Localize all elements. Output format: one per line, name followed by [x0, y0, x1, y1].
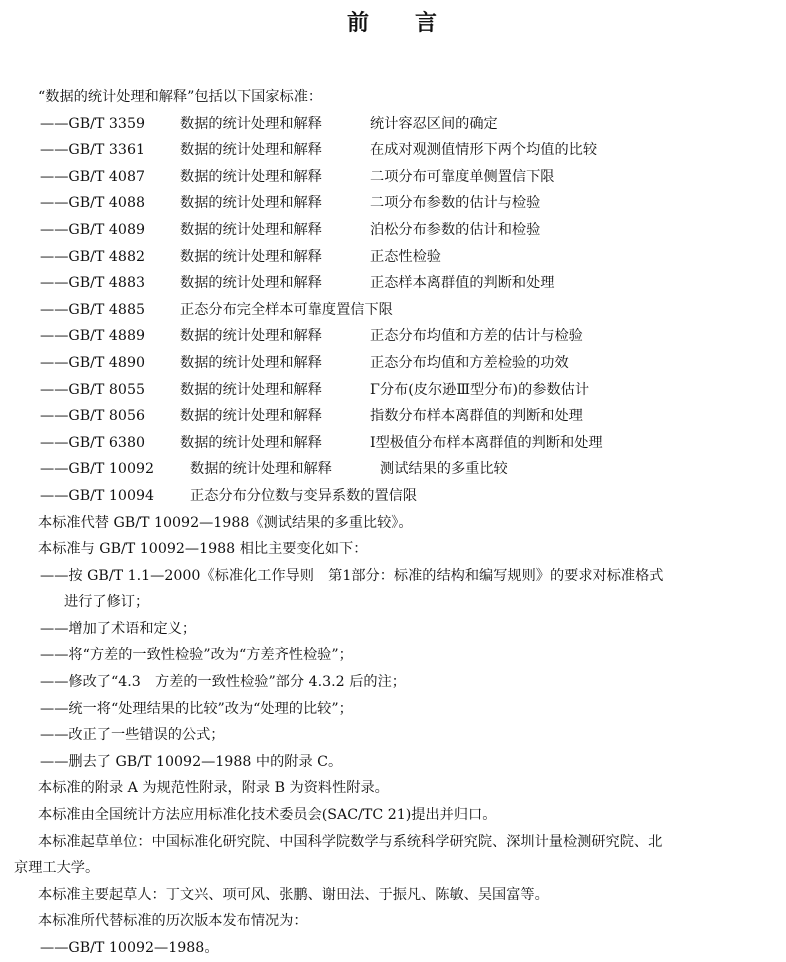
- standard-code: ——GB/T 4087: [40, 168, 145, 185]
- standard-code: ——GB/T 8056: [40, 408, 145, 425]
- standard-name: 数据的统计处理和解释: [180, 221, 322, 238]
- intro-paragraph: “数据的统计处理和解释”包括以下国家标准：: [38, 89, 323, 105]
- standard-item: [0, 190, 786, 217]
- standard-item: [0, 483, 786, 510]
- change-item: ——统一将“处理结果的比较”改为“处理的比较”；: [40, 700, 353, 717]
- standard-subtitle: 正态样本离群值的判断和处理: [370, 275, 555, 292]
- standard-subtitle: 正态性检验: [370, 248, 441, 265]
- standard-name: 数据的统计处理和解释: [180, 142, 322, 159]
- standard-code: ——GB/T 3359: [40, 115, 145, 132]
- drafting-units-continuation: 京理工大学。: [14, 860, 100, 877]
- standard-code: ——GB/T 4882: [40, 248, 145, 265]
- change-item: ——增加了术语和定义；: [40, 620, 197, 637]
- standard-code: ——GB/T 4088: [40, 195, 145, 212]
- standard-item: [0, 217, 786, 244]
- standard-code: ——GB/T 4883: [40, 275, 145, 292]
- standard-name: 数据的统计处理和解释: [180, 168, 322, 185]
- change-item-continuation: 进行了修订；: [64, 594, 150, 611]
- changes-intro-paragraph: 本标准与 GB/T 10092—1988 相比主要变化如下：: [38, 541, 368, 558]
- standard-item: [0, 403, 786, 430]
- standard-name: 数据的统计处理和解释: [180, 328, 322, 345]
- standard-code: ——GB/T 8055: [40, 381, 145, 398]
- standard-item: [0, 137, 786, 164]
- standard-item: [0, 377, 786, 404]
- standard-subtitle: 正态分布均值和方差的估计与检验: [370, 328, 583, 345]
- history-intro-paragraph: 本标准所代替标准的历次版本发布情况为：: [38, 913, 308, 930]
- standard-name: 数据的统计处理和解释: [180, 275, 322, 292]
- page-title-part-1: 前: [346, 11, 371, 36]
- standard-item: [0, 456, 786, 483]
- standard-code: ——GB/T 10094: [40, 487, 155, 504]
- change-item: ——删去了 GB/T 10092—1988 中的附录 C。: [40, 753, 343, 770]
- standard-item: [0, 323, 786, 350]
- page-title-part-2: 言: [415, 11, 440, 36]
- change-item: ——改正了一些错误的公式；: [40, 727, 225, 744]
- standard-subtitle: 在成对观测值情形下两个均值的比较: [370, 142, 598, 159]
- standard-code: ——GB/T 4089: [40, 221, 145, 238]
- standard-name: 数据的统计处理和解释: [190, 461, 332, 478]
- appendix-paragraph: 本标准的附录 A 为规范性附录，附录 B 为资料性附录。: [38, 780, 389, 797]
- standard-subtitle: 泊松分布参数的估计和检验: [370, 221, 541, 238]
- standard-code: ——GB/T 4890: [40, 354, 145, 371]
- standard-code: ——GB/T 6380: [40, 434, 145, 451]
- standard-code: ——GB/T 4885: [40, 301, 145, 318]
- standard-name: 数据的统计处理和解释: [180, 248, 322, 265]
- standard-item: [0, 244, 786, 271]
- standard-subtitle: 二项分布参数的估计与检验: [370, 195, 541, 212]
- changes-list: [0, 563, 786, 776]
- change-item: ——修改了“4.3 方差的一致性检验”部分 4.3.2 后的注；: [40, 674, 406, 691]
- standard-name: 数据的统计处理和解释: [180, 195, 322, 212]
- standard-subtitle: 正态分布均值和方差检验的功效: [370, 354, 569, 371]
- standard-code: ——GB/T 10092: [40, 461, 155, 478]
- page-title: [0, 6, 786, 37]
- standard-subtitle: Ⅰ型极值分布样本离群值的判断和处理: [370, 434, 603, 451]
- standard-name: 数据的统计处理和解释: [180, 408, 322, 425]
- history-item: ——GB/T 10092—1988。: [40, 940, 219, 956]
- drafting-units-paragraph: 本标准起草单位：中国标准化研究院、中国科学院数学与系统科学研究院、深圳计量检测研究院、北: [38, 833, 663, 850]
- standard-name: 数据的统计处理和解释: [180, 434, 322, 451]
- standard-code: ——GB/T 3361: [40, 142, 145, 159]
- standard-subtitle: 统计容忍区间的确定: [370, 115, 498, 132]
- standard-code: ——GB/T 4889: [40, 328, 145, 345]
- drafters-paragraph: 本标准主要起草人：丁文兴、项可风、张鹏、谢田法、于振凡、陈敏、吴国富等。: [38, 886, 549, 903]
- standard-subtitle: 二项分布可靠度单侧置信下限: [370, 168, 555, 185]
- standards-list: [0, 111, 786, 510]
- standard-name: 数据的统计处理和解释: [180, 115, 322, 132]
- standard-name: 正态分布分位数与变异系数的置信限: [190, 487, 418, 504]
- standard-item: [0, 297, 786, 324]
- standard-item: [0, 350, 786, 377]
- standard-item: [0, 164, 786, 191]
- proposed-by-paragraph: 本标准由全国统计方法应用标准化技术委员会(SAC/TC 21)提出并归口。: [38, 807, 497, 824]
- standard-item: [0, 111, 786, 138]
- standard-name: 正态分布完全样本可靠度置信下限: [180, 301, 393, 318]
- replaces-paragraph: 本标准代替 GB/T 10092—1988《测试结果的多重比较》。: [38, 514, 413, 531]
- change-item: ——按 GB/T 1.1—2000《标准化工作导则 第1部分：标准的结构和编写规则》的要求对标准格式: [40, 567, 664, 584]
- standard-name: 数据的统计处理和解释: [180, 381, 322, 398]
- standard-item: [0, 430, 786, 457]
- standard-name: 数据的统计处理和解释: [180, 354, 322, 371]
- standard-subtitle: 指数分布样本离群值的判断和处理: [370, 408, 583, 425]
- standard-subtitle: Γ分布(皮尔逊Ⅲ型分布)的参数估计: [370, 381, 590, 398]
- standard-subtitle: 测试结果的多重比较: [380, 461, 508, 478]
- standard-item: [0, 270, 786, 297]
- change-item: ——将“方差的一致性检验”改为“方差齐性检验”；: [40, 647, 353, 664]
- document-body: [0, 84, 786, 962]
